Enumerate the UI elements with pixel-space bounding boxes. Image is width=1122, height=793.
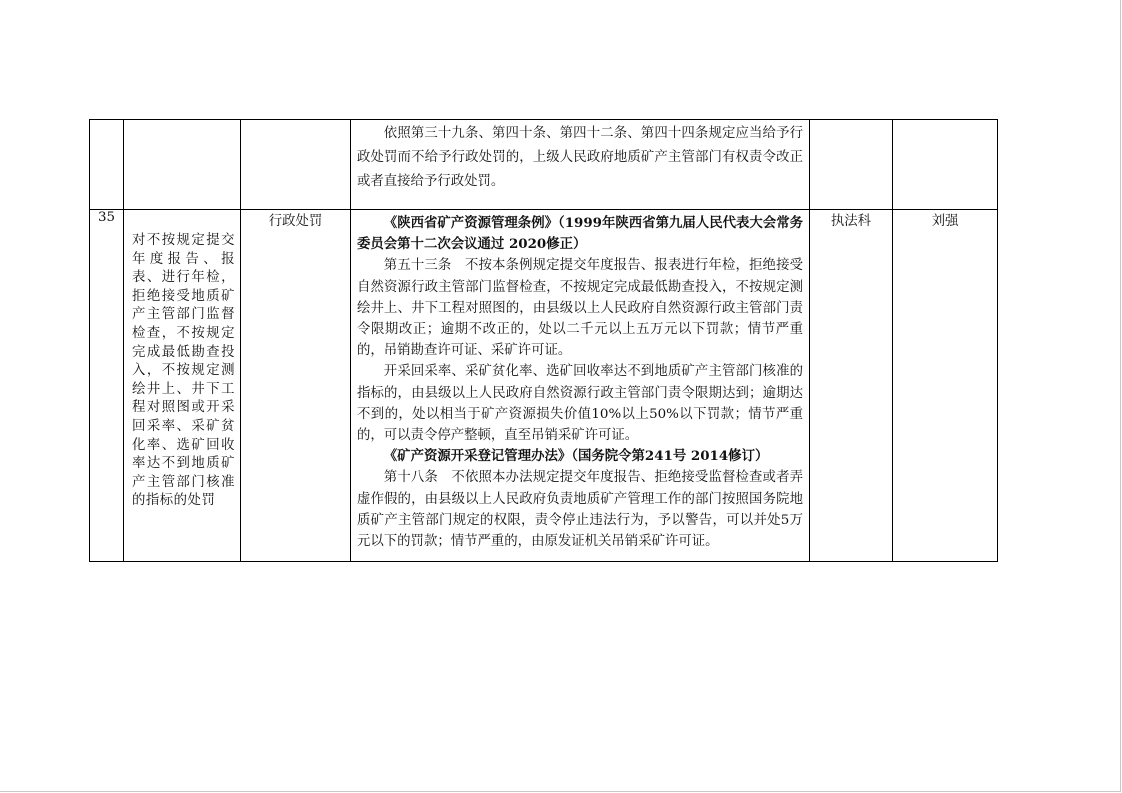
basis-paragraph: 依照第三十九条、第四十条、第四十二条、第四十四条规定应当给予行政处罚而不给予行政处罚的，上级人民政府地质矿产主管部门有权责令改正或者直接给予行政处罚。 [357,126,803,189]
enforcement-table [89,119,998,562]
department-cell: 执法科 [810,210,893,562]
item-cell [124,210,241,562]
table-row [90,120,998,210]
basis-cell [351,210,810,562]
type-cell [241,120,351,210]
basis-paragraph: 第十八条 不依照本办法规定提交年度报告、拒绝接受监督检查或者弄虚作假的，由县级以上人民政府负责地质矿产管理工作的部门按照国务院地质矿产主管部门规定的权限，责令停止违法行为，予以警告，可以并处5万元以下的罚款；情节严重的，由原发证机关吊销采矿许可证。 [357,470,803,550]
person-cell: 刘强 [893,210,998,562]
table-row [90,210,998,562]
number-cell: 35 [90,210,124,562]
item-cell [124,120,241,210]
type-cell: 行政处罚 [241,210,351,562]
basis-cell [351,120,810,210]
number-cell [90,120,124,210]
regulation-title: 《矿产资源开采登记管理办法》（国务院令第241号 2014修订） [383,448,769,465]
basis-paragraph: 第五十三条 不按本条例规定提交年度报告、报表进行年检，拒绝接受自然资源行政主管部门监督检查，不按规定完成最低勘查投入，不按规定测绘井上、井下工程对照图的，由县级以上人民政府自然资源行政主管部门责令限期改正；逾期不改正的，处以二千元以上五万元以下罚款；情节严重的，吊销勘查许可证、采矿许可证。 [357,258,803,359]
regulation-title: 《陕西省矿产资源管理条例》（1999年陕西省第九届人民代表大会常务委员会第十二次会议通过 2020修正） [357,215,803,253]
basis-paragraph: 开采回采率、采矿贫化率、选矿回收率达不到地质矿产主管部门核准的指标的，由县级以上人民政府自然资源行政主管部门责令限期达到；逾期达不到的，处以相当于矿产资源损失价值10%以上50%以下罚款；情节严重的，可以责令停产整顿，直至吊销采矿许可证。 [357,364,803,444]
item-text: 对不按规定提交年度报告、报表、进行年检，拒绝接受地质矿产主管部门监督检查，不按规定完成最低勘查投入，不按规定测绘井上、井下工程对照图或开采回采率、采矿贫化率、选矿回收率达不到地质矿产主管部门核准的指标的处罚 [132,233,235,509]
department-cell [810,120,893,210]
person-cell [893,120,998,210]
